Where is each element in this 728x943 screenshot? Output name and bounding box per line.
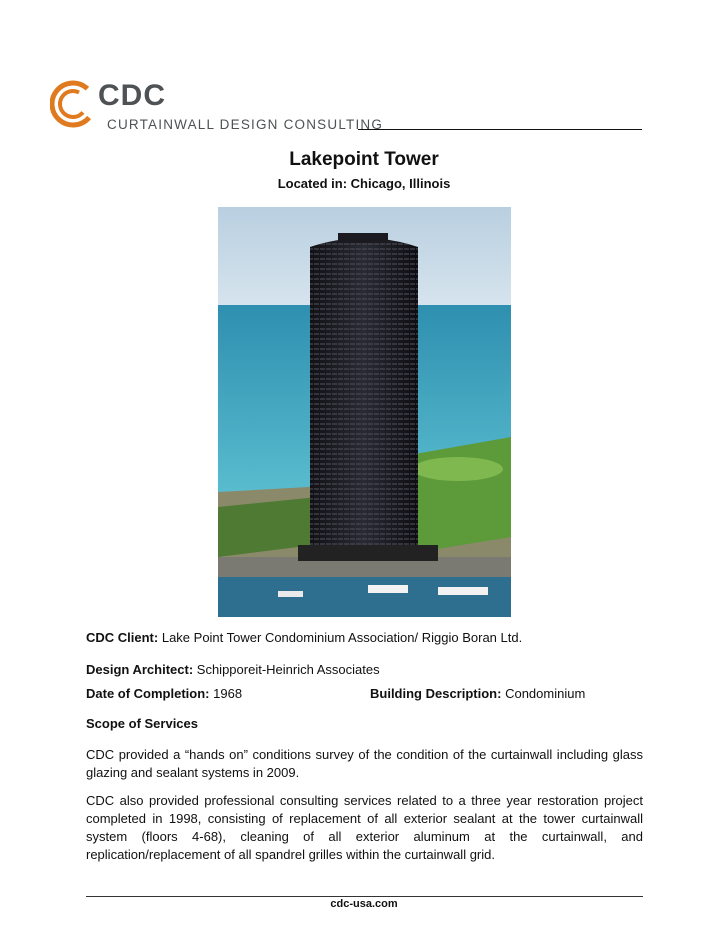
scope-paragraph-1 [86, 746, 643, 782]
architect-label: Design Architect: [86, 662, 194, 677]
paragraph-line: CDC provided a “hands on” conditions survey of the condition of the curtainwall including glass [86, 747, 643, 762]
page-title: Lakepoint Tower [289, 149, 439, 170]
client-label: CDC Client: [86, 630, 159, 645]
completion-value: 1968 [213, 686, 243, 701]
completion-row [86, 686, 242, 701]
footer-divider [86, 896, 643, 897]
paragraph-line: system (floors 4-68), cleaning of all exterior aluminum at the curtainwall, and [86, 829, 643, 844]
description-value: Condominium [505, 686, 586, 701]
footer-website-link[interactable]: cdc-usa.com [330, 898, 398, 910]
paragraph-line: CDC also provided professional consulting services related to a three year restoration project [86, 793, 643, 808]
description-label: Building Description: [370, 686, 502, 701]
paragraph-line: replication/replacement of all spandrel grilles within the curtainwall grid. [86, 847, 495, 862]
paragraph-line: glazing and sealant systems in 2009. [86, 765, 300, 780]
tower-photo [218, 207, 511, 617]
architect-value: Schipporeit-Heinrich Associates [196, 662, 380, 677]
logo-subtitle: CURTAINWALL DESIGN CONSULTING [107, 117, 384, 132]
description-row [370, 686, 585, 701]
client-row [86, 630, 522, 645]
scope-heading: Scope of Services [86, 716, 198, 731]
completion-label: Date of Completion: [86, 686, 210, 701]
logo-wordmark: CDC [98, 79, 166, 112]
scope-paragraph-2 [86, 792, 643, 864]
project-location: Located in: Chicago, Illinois [277, 176, 451, 191]
paragraph-line: completed in 1998, consisting of replacement of all exterior sealant at the tower curtainwall [86, 811, 643, 826]
client-value: Lake Point Tower Condominium Association/ Riggio Boran Ltd. [161, 630, 523, 645]
architect-row [86, 662, 380, 677]
header-divider [358, 129, 642, 130]
